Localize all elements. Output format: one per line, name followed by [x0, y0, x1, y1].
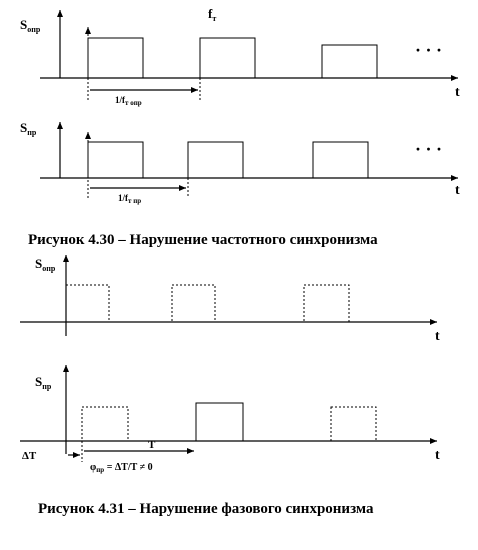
fig431-top-y-label: $S_{опр}$ — [35, 256, 56, 273]
fig430-bottom-panel — [20, 120, 460, 205]
fig430-top-period-label: $1/f_{т опр}$ — [115, 95, 142, 107]
fig430-caption: Рисунок 4.30 – Нарушение частотного синхронизма — [28, 232, 378, 248]
fig431-bottom-t-label: t — [435, 448, 440, 463]
fig430-bottom-y-label: $S_{пр}$ — [20, 120, 37, 137]
fig430-top-pulse-1 — [88, 38, 143, 78]
fig430-top-pulse-3 — [322, 45, 377, 78]
fig431-top-t-label: t — [435, 329, 440, 344]
fig431-top-panel — [20, 255, 440, 344]
fig431-phase-label: $\varphi_{пр} = \Delta T/T \ne 0$ — [90, 462, 153, 474]
fig431-shift-label: ΔT — [22, 450, 37, 462]
fig430-top-t-label: t — [455, 85, 460, 100]
fig431-bottom-pulse-3 — [331, 407, 376, 441]
fig430-top-ellipsis: · · · — [415, 40, 443, 60]
fig431-top-pulse-1 — [66, 285, 109, 322]
fig431-period-label: T — [148, 439, 156, 451]
fig431-bottom-y-label: $S_{пр}$ — [35, 374, 52, 391]
fig431-bottom-panel — [20, 365, 440, 474]
fig430-top-panel — [20, 6, 460, 107]
fig430-top-y-label: $S_{опр}$ — [20, 17, 41, 34]
fig431-bottom-pulse-1 — [82, 407, 128, 441]
fig430-bottom-pulse-1 — [88, 142, 143, 178]
fig430-top-pulse-2 — [200, 38, 255, 78]
fig430-bottom-pulse-3 — [313, 142, 368, 178]
fig430-bottom-t-label: t — [455, 183, 460, 198]
fig430-top-ft-label: $f_т$ — [208, 6, 217, 23]
fig431-bottom-pulse-2 — [196, 403, 243, 441]
fig431-top-pulse-2 — [172, 285, 215, 322]
fig430-bottom-ellipsis: · · · — [415, 139, 443, 159]
fig431-caption: Рисунок 4.31 – Нарушение фазового синхронизма — [38, 501, 374, 517]
fig430-bottom-pulse-2 — [188, 142, 243, 178]
fig430-bottom-period-label: $1/f_{т пр}$ — [118, 193, 142, 205]
fig431-top-pulse-3 — [304, 285, 349, 322]
